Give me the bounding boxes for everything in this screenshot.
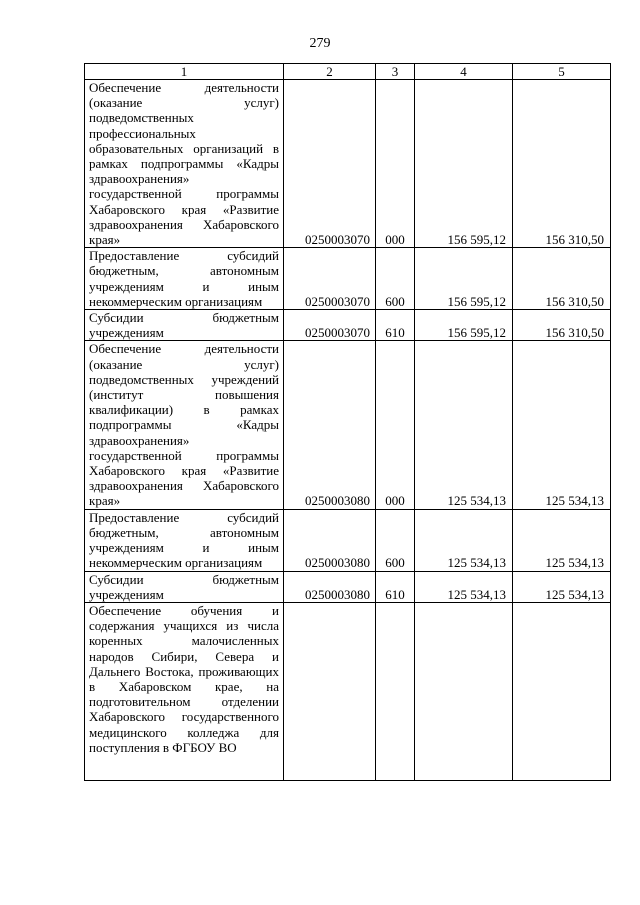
budget-table [84,63,611,781]
row-expense-type: 600 [376,509,415,571]
row-amount-2: 125 534,13 [513,341,611,509]
row-target-code: 0250003080 [284,571,376,602]
row-target-code: 0250003070 [284,310,376,341]
table-row [85,310,611,341]
row-amount-1: 156 595,12 [415,310,513,341]
row-amount-1 [415,602,513,780]
row-amount-1: 125 534,13 [415,509,513,571]
row-description: Обеспечение деятельности (оказание услуг) подведомственных профессиональных образовательных организаций в рамках подпрограммы «Кадры здравоохранения» государственной программы Хабаровского края «Развитие здравоохранения Хабаровского края» [85,80,284,248]
row-target-code: 0250003080 [284,341,376,509]
header-cell: 2 [284,64,376,80]
header-cell: 4 [415,64,513,80]
row-amount-1: 156 595,12 [415,248,513,310]
row-expense-type: 610 [376,310,415,341]
page-number: 279 [309,36,331,51]
row-target-code [284,602,376,780]
row-description: Субсидии бюджетным учреждениям [85,310,284,341]
row-amount-2: 125 534,13 [513,571,611,602]
row-amount-1: 156 595,12 [415,80,513,248]
row-expense-type: 000 [376,80,415,248]
row-target-code: 0250003080 [284,509,376,571]
table-row [85,602,611,780]
row-expense-type [376,602,415,780]
row-amount-2: 156 310,50 [513,248,611,310]
row-expense-type: 610 [376,571,415,602]
row-amount-1: 125 534,13 [415,341,513,509]
row-amount-2: 125 534,13 [513,509,611,571]
row-amount-2: 156 310,50 [513,80,611,248]
row-target-code: 0250003070 [284,80,376,248]
table-row [85,509,611,571]
row-amount-2: 156 310,50 [513,310,611,341]
row-amount-2 [513,602,611,780]
table-row [85,341,611,509]
row-description: Предоставление субсидий бюджетным, автономным учреждениям и иным некоммерческим организациям [85,509,284,571]
table-row [85,248,611,310]
row-description-text: Обеспечение обучения и содержания учащихся из числа коренных малочисленных народов Сибири, Севера и Дальнего Востока, проживающих в Хабаровском крае, на подготовительном отделении Хабаровского государственного медицинского колледжа для поступления в ФГБОУ ВО [89,602,279,755]
row-target-code: 0250003070 [284,248,376,310]
row-expense-type: 000 [376,341,415,509]
header-row [85,64,611,80]
header-cell: 3 [376,64,415,80]
row-expense-type: 600 [376,248,415,310]
row-description: Субсидии бюджетным учреждениям [85,571,284,602]
row-amount-1: 125 534,13 [415,571,513,602]
header-cell: 5 [513,64,611,80]
row-description: Предоставление субсидий бюджетным, автономным учреждениям и иным некоммерческим организациям [85,248,284,310]
row-description: Обеспечение деятельности (оказание услуг) подведомственных учреждений (институт повышения квалификации) в рамках подпрограммы «Кадры здравоохранения» государственной программы Хабаровского края «Развитие здравоохранения Хабаровского края» [85,341,284,509]
table-row [85,571,611,602]
row-description [85,602,284,780]
table-row [85,80,611,248]
header-cell: 1 [85,64,284,80]
